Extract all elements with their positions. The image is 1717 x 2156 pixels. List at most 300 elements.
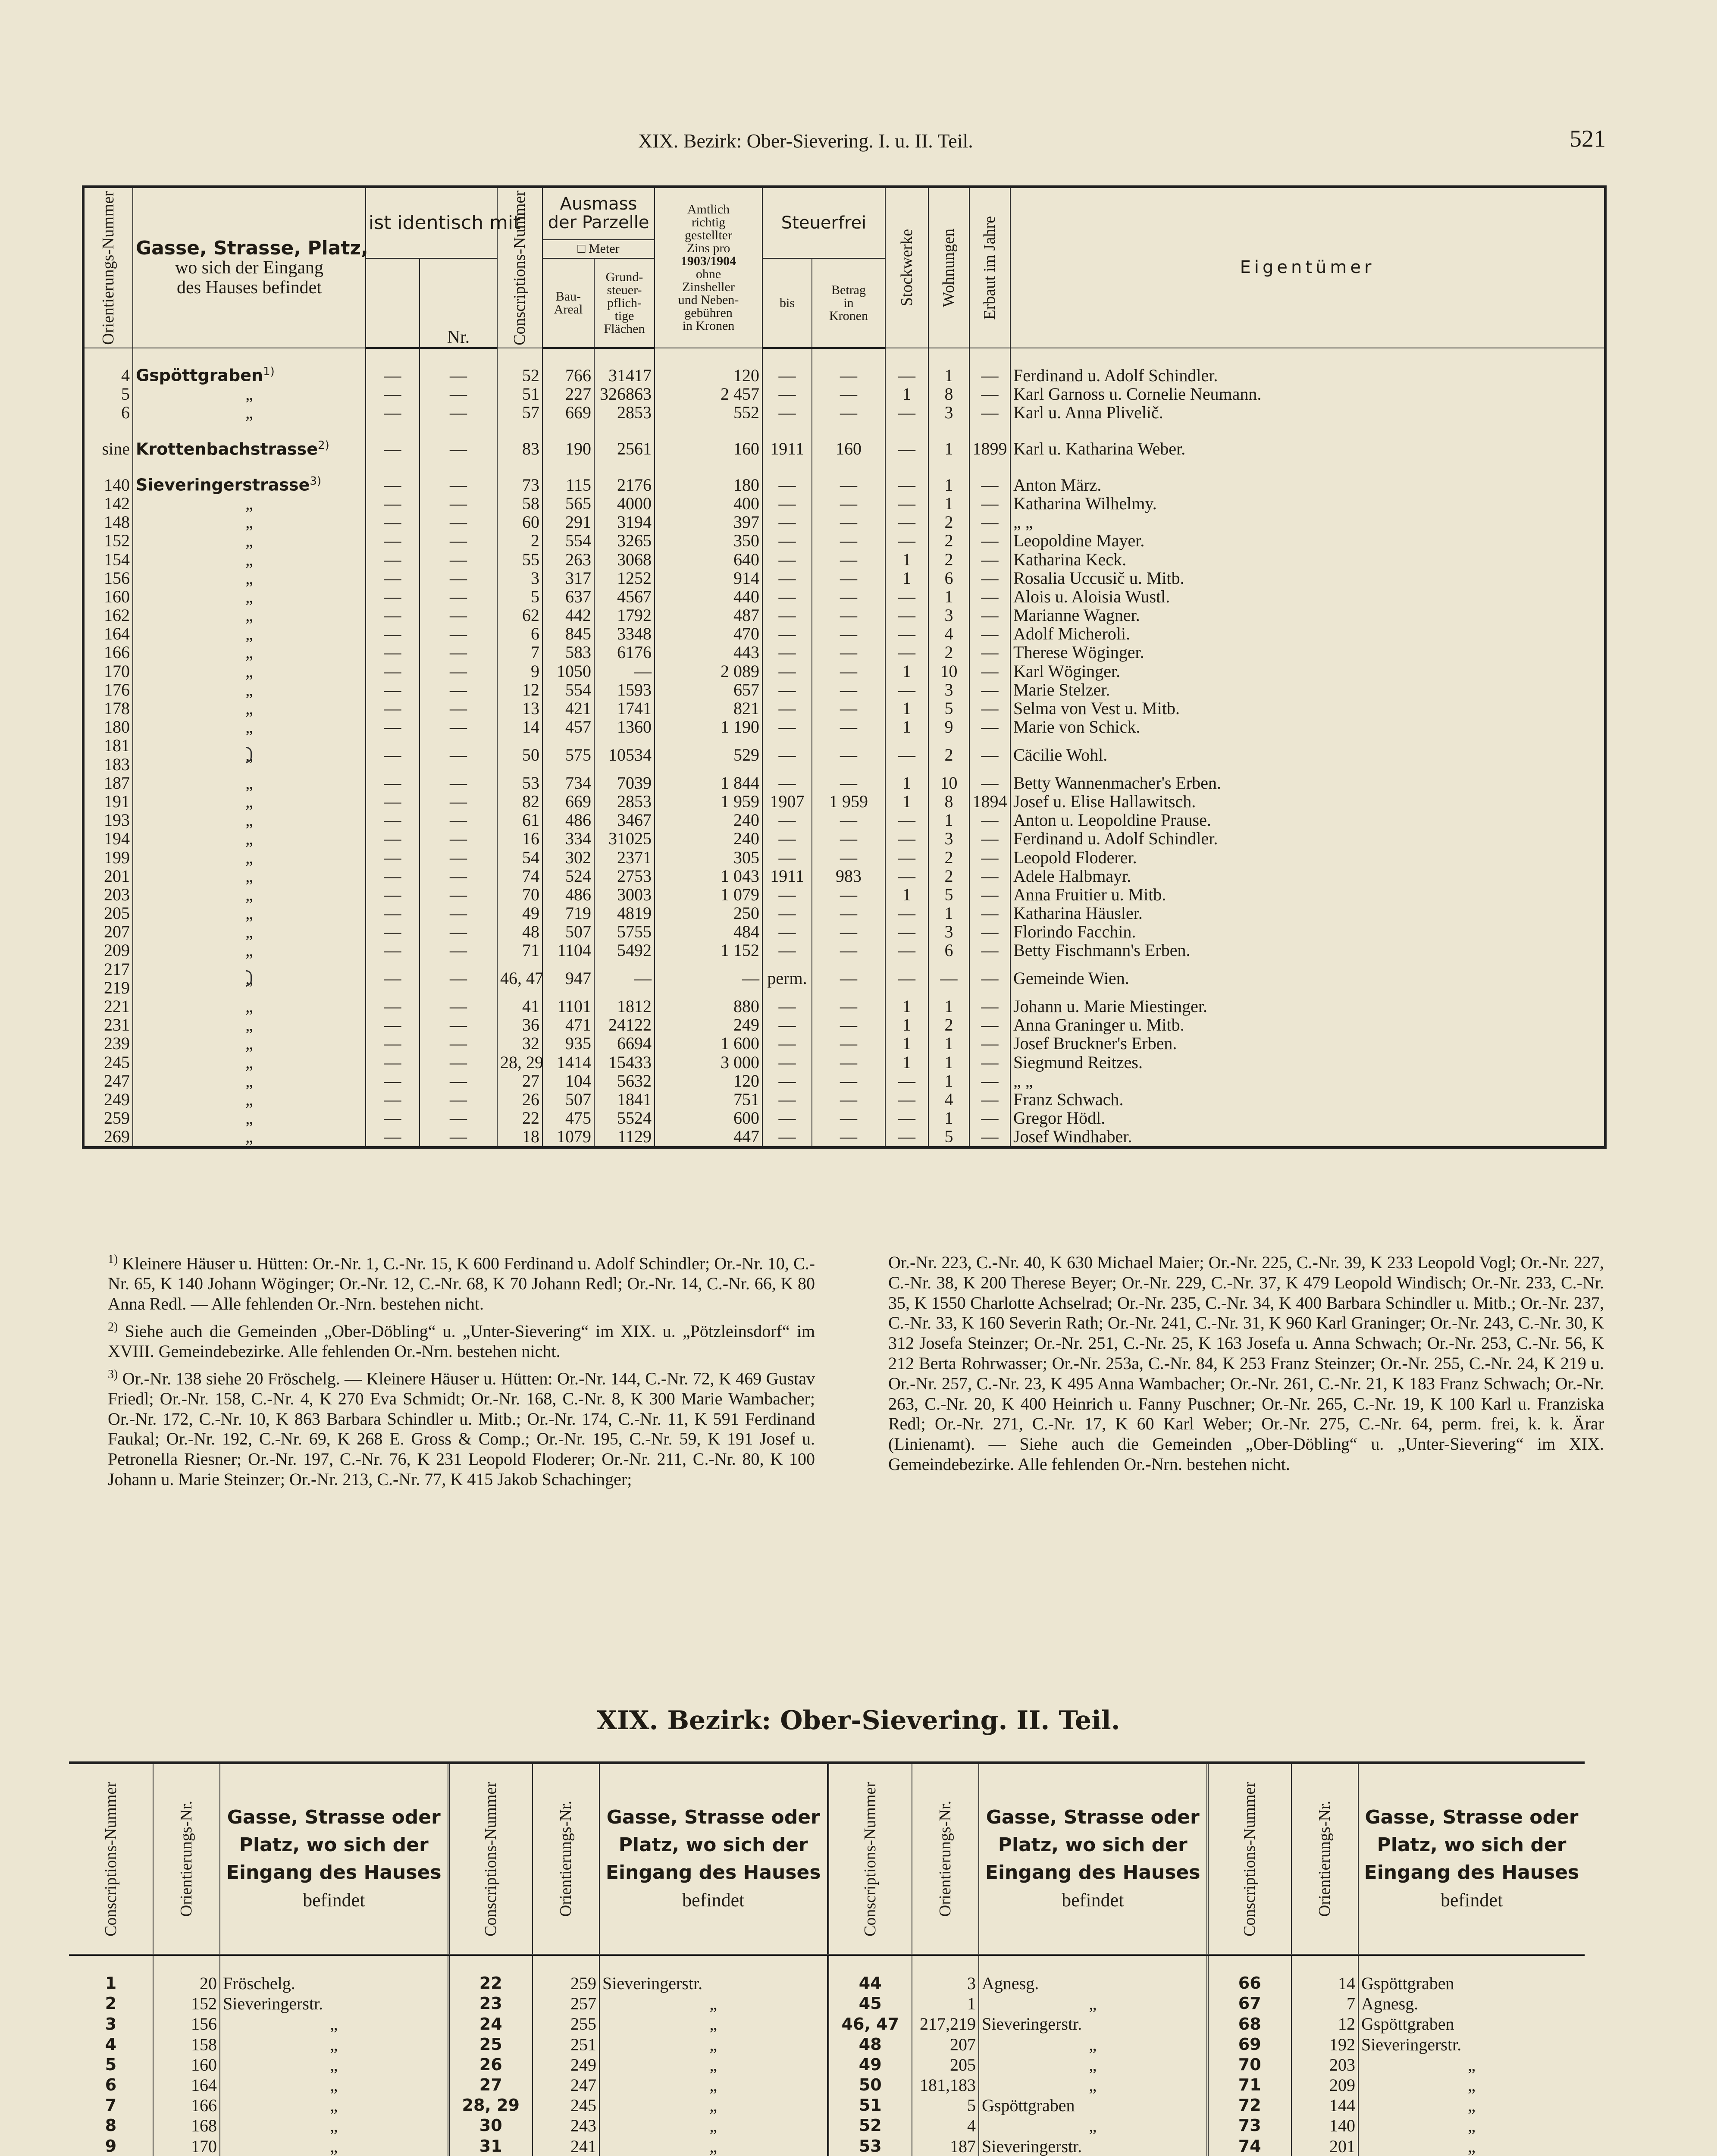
header-orient: Orientierungs-Nr.	[1291, 1763, 1358, 1955]
erbaut: —	[969, 550, 1010, 569]
footnote-3-continued: Or.-Nr. 223, C.-Nr. 40, K 630 Michael Maier; Or.-Nr. 225, C.-Nr. 39, K 233 Leopold Vogl; Or.-Nr. 227, C.-Nr. 38, K 200 Therese Beyer; Or.-Nr. 229, C.-Nr. 37, K 479 Leopold Windisch; Or.-Nr. 233, C.-Nr. 35, K 1550 Charlotte Achselrad; Or.-Nr. 235, C.-Nr. 34, K 400 Barbara Schindler u. Mitb.; Or.-Nr. 237, C.-Nr. 33, K 160 Severin Rath; Or.-Nr. 241, C.-Nr. 31, K 960 Karl Graninger; Or.-Nr. 243, C.-Nr. 30, K 312 Josefa Steinzer; Or.-Nr. 251, C.-Nr. 25, K 163 Josefa u. Anna Schwach; Or.-Nr. 253, C.-Nr. 56, K 212 Berta Rohrwasser; Or.-Nr. 253a, C.-Nr. 84, K 253 Franz Steinzer; Or.-Nr. 255, C.-Nr. 24, K 219 u. Or.-Nr. 257, C.-Nr. 23, K 495 Anna Wambacher; Or.-Nr. 261, C.-Nr. 21, K 183 Franz Schwach; Or.-Nr. 263, C.-Nr. 20, K 400 Heinrich u. Fanny Puschner; Or.-Nr. 265, C.-Nr. 19, K 100 Karl u. Franziska Redl; Or.-Nr. 271, C.-Nr. 17, K 60 Karl Weber; Or.-Nr. 275, C.-Nr. 64, perm. frei, k. k. Ärar (Linienamt). — Siehe auch die Gemeinden „Ober-Döbling“ u. „Unter-Sievering“ im XIX. Gemeindebezirke. Alle fehlenden Or.-Nrn. bestehen nicht.	[888, 1253, 1604, 1474]
wohnungen: 1	[928, 811, 969, 829]
steuerfrei-betrag: —	[812, 662, 885, 680]
stockwerke: 1	[885, 997, 928, 1015]
orient-nr: 217 219	[83, 960, 133, 997]
ident-nr: —	[420, 885, 497, 904]
eigentuemer: Franz Schwach.	[1010, 1090, 1605, 1109]
zins: 1 600	[655, 1034, 762, 1053]
erbaut: —	[969, 848, 1010, 867]
steuerfrei-bis: —	[762, 494, 812, 513]
steuerfrei-betrag: —	[812, 550, 885, 569]
grund-flaeche: 1360	[594, 718, 655, 736]
street-name: „	[133, 531, 366, 550]
running-title: XIX. Bezirk: Ober-Sievering. I. u. II. Teil.	[638, 130, 973, 152]
steuerfrei-bis: —	[762, 922, 812, 941]
erbaut: 1899	[969, 422, 1010, 458]
conscription-nr: 44	[828, 1955, 912, 1994]
register-row	[83, 1127, 1605, 1147]
footnotes-right	[888, 1253, 1604, 1481]
orient-nr: 247	[83, 1072, 133, 1090]
register-row	[83, 569, 1605, 587]
eigentuemer: Anton März.	[1010, 458, 1605, 494]
steuerfrei-bis: —	[762, 718, 812, 736]
orient-nr: 1	[912, 1993, 979, 2014]
orient-nr: 257	[533, 1993, 599, 2014]
grund-flaeche: 1792	[594, 606, 655, 624]
orient-nr: 142	[83, 494, 133, 513]
grund-flaeche: 4000	[594, 494, 655, 513]
zins: 3 000	[655, 1053, 762, 1072]
conscription-nr: 13	[497, 699, 542, 718]
register-row	[83, 997, 1605, 1015]
steuerfrei-betrag: —	[812, 494, 885, 513]
ident-nr: —	[420, 997, 497, 1015]
orient-nr: 144	[1291, 2095, 1358, 2115]
zins: 470	[655, 624, 762, 643]
zins: 1 079	[655, 885, 762, 904]
steuerfrei-bis: 1911	[762, 867, 812, 885]
bauareal: 442	[542, 606, 594, 624]
eigentuemer: Marie Stelzer.	[1010, 680, 1605, 699]
bauareal: 421	[542, 699, 594, 718]
register-row	[83, 736, 1605, 773]
zins: 250	[655, 904, 762, 922]
street-name: „	[220, 2075, 448, 2095]
eigentuemer: Rosalia Uccusič u. Mitb.	[1010, 569, 1605, 587]
erbaut: —	[969, 736, 1010, 773]
register-row	[83, 941, 1605, 959]
eigentuemer: Alois u. Aloisia Wustl.	[1010, 587, 1605, 606]
conscription-nr: 69	[1207, 2034, 1291, 2055]
steuerfrei-betrag: —	[812, 941, 885, 959]
index-row	[69, 2034, 1585, 2055]
eigentuemer: Betty Wannenmacher's Erben.	[1010, 774, 1605, 792]
grund-flaeche: 31417	[594, 348, 655, 385]
orient-nr: 245	[83, 1053, 133, 1072]
zins: 487	[655, 606, 762, 624]
ident-nr: —	[420, 829, 497, 848]
zins: 1 959	[655, 792, 762, 811]
eigentuemer: Karl u. Katharina Weber.	[1010, 422, 1605, 458]
zins: 120	[655, 348, 762, 385]
wohnungen: 8	[928, 385, 969, 403]
steuerfrei-betrag: —	[812, 348, 885, 385]
wohnungen: 5	[928, 885, 969, 904]
wohnungen: 10	[928, 662, 969, 680]
street-name: „	[133, 494, 366, 513]
orient-nr: 245	[533, 2095, 599, 2115]
index-row	[69, 1993, 1585, 2014]
street-name: „	[599, 2034, 828, 2055]
register-row	[83, 680, 1605, 699]
ident-nr: —	[420, 643, 497, 661]
ident-nr: —	[420, 848, 497, 867]
zins: 240	[655, 829, 762, 848]
orient-nr: 170	[153, 2136, 220, 2156]
wohnungen: 1	[928, 1072, 969, 1090]
steuerfrei-bis: 1907	[762, 792, 812, 811]
stockwerke: —	[885, 904, 928, 922]
wohnungen: 1	[928, 348, 969, 385]
register-row	[83, 811, 1605, 829]
street-name: Gspöttgraben$^{1)}$	[133, 348, 366, 385]
grund-flaeche: 3348	[594, 624, 655, 643]
orient-nr: 156	[153, 2014, 220, 2034]
bauareal: 669	[542, 403, 594, 422]
conscription-nr: 48	[828, 2034, 912, 2055]
eigentuemer: Selma von Vest u. Mitb.	[1010, 699, 1605, 718]
steuerfrei-betrag: —	[812, 736, 885, 773]
street-name: „	[599, 1993, 828, 2014]
zins: 447	[655, 1127, 762, 1147]
grund-flaeche: —	[594, 662, 655, 680]
conscription-nr: 74	[1207, 2136, 1291, 2156]
stockwerke: —	[885, 643, 928, 661]
orient-nr: 170	[83, 662, 133, 680]
wohnungen: 2	[928, 513, 969, 531]
orient-nr: 12	[1291, 2014, 1358, 2034]
grund-flaeche: 1841	[594, 1090, 655, 1109]
register-row	[83, 922, 1605, 941]
orient-nr: 203	[1291, 2055, 1358, 2075]
orient-nr: 176	[83, 680, 133, 699]
orient-nr: 193	[83, 811, 133, 829]
grund-flaeche: 3265	[594, 531, 655, 550]
ident-street: —	[366, 643, 420, 661]
bauareal: 263	[542, 550, 594, 569]
ident-street: —	[366, 550, 420, 569]
street-name: Gspöttgraben	[1358, 1955, 1585, 1994]
street-name: „	[599, 2095, 828, 2115]
conscription-nr: 4	[105, 2034, 117, 2054]
header-bis: bis	[762, 258, 812, 348]
ident-street: —	[366, 960, 420, 997]
orient-nr: 241	[533, 2136, 599, 2156]
ident-nr: —	[420, 792, 497, 811]
ident-nr: —	[420, 531, 497, 550]
stockwerke: 1	[885, 792, 928, 811]
conscription-nr: 16	[497, 829, 542, 848]
street-name: „	[220, 2055, 448, 2075]
zins: 751	[655, 1090, 762, 1109]
erbaut: —	[969, 385, 1010, 403]
conscription-nr: 71	[497, 941, 542, 959]
ident-street: —	[366, 829, 420, 848]
orient-nr: 5	[83, 385, 133, 403]
steuerfrei-bis: perm.	[762, 960, 812, 997]
conscription-nr: 61	[497, 811, 542, 829]
steuerfrei-betrag: —	[812, 643, 885, 661]
orient-nr: 181 183	[83, 736, 133, 773]
ident-nr: —	[420, 904, 497, 922]
steuerfrei-bis: —	[762, 699, 812, 718]
ident-nr: —	[420, 1015, 497, 1034]
zins: 249	[655, 1015, 762, 1034]
conscription-nr: 36	[497, 1015, 542, 1034]
erbaut: —	[969, 960, 1010, 997]
bauareal: 507	[542, 922, 594, 941]
street-name: „	[133, 1034, 366, 1053]
eigentuemer: Cäcilie Wohl.	[1010, 736, 1605, 773]
orient-nr: 4	[912, 2115, 979, 2136]
conscription-nr: 3	[497, 569, 542, 587]
ident-street: —	[366, 718, 420, 736]
header-bauareal: Bau- Areal	[542, 258, 594, 348]
eigentuemer: Siegmund Reitzes.	[1010, 1053, 1605, 1072]
wohnungen: 6	[928, 569, 969, 587]
index-row	[69, 2095, 1585, 2115]
erbaut: —	[969, 662, 1010, 680]
eigentuemer: Florindo Facchin.	[1010, 922, 1605, 941]
grund-flaeche: 1129	[594, 1127, 655, 1147]
grund-flaeche: 2753	[594, 867, 655, 885]
zins: 821	[655, 699, 762, 718]
index-row	[69, 2055, 1585, 2075]
ident-street: —	[366, 1090, 420, 1109]
zins: 1 043	[655, 867, 762, 885]
bauareal: 637	[542, 587, 594, 606]
ident-street: —	[366, 922, 420, 941]
header-gasse: Gasse, Strasse, Platz, wo sich der Eingang des Hauses befindet	[133, 187, 366, 348]
erbaut: —	[969, 458, 1010, 494]
orient-nr: 194	[83, 829, 133, 848]
zins: 914	[655, 569, 762, 587]
orient-nr: 207	[83, 922, 133, 941]
ident-nr: —	[420, 606, 497, 624]
ident-nr: —	[420, 385, 497, 403]
street-name: „	[133, 904, 366, 922]
street-name: „	[133, 699, 366, 718]
orient-nr: 191	[83, 792, 133, 811]
header-orient: Orientierungs-Nr.	[533, 1763, 599, 1955]
bauareal: 669	[542, 792, 594, 811]
ident-street: —	[366, 513, 420, 531]
bauareal: 719	[542, 904, 594, 922]
conscription-nr: 22	[497, 1109, 542, 1127]
eigentuemer: Betty Fischmann's Erben.	[1010, 941, 1605, 959]
stockwerke: 1	[885, 1053, 928, 1072]
orient-nr: 201	[1291, 2136, 1358, 2156]
bauareal: 457	[542, 718, 594, 736]
register-row	[83, 385, 1605, 403]
grund-flaeche: 2371	[594, 848, 655, 867]
orient-nr: 231	[83, 1015, 133, 1034]
stockwerke: —	[885, 403, 928, 422]
street-name: „	[133, 403, 366, 422]
register-row	[83, 550, 1605, 569]
conscription-nr: 83	[497, 422, 542, 458]
grund-flaeche: 6694	[594, 1034, 655, 1053]
conscription-nr: 8	[105, 2116, 117, 2135]
steuerfrei-bis: —	[762, 531, 812, 550]
steuerfrei-betrag: —	[812, 587, 885, 606]
register-row	[83, 867, 1605, 885]
stockwerke: —	[885, 458, 928, 494]
ident-street: —	[366, 1109, 420, 1127]
orient-nr: 192	[1291, 2034, 1358, 2055]
bauareal: 1414	[542, 1053, 594, 1072]
erbaut: —	[969, 1015, 1010, 1034]
erbaut: —	[969, 680, 1010, 699]
erbaut: —	[969, 494, 1010, 513]
ident-nr: —	[420, 1072, 497, 1090]
ident-nr: —	[420, 458, 497, 494]
bauareal: 115	[542, 458, 594, 494]
steuerfrei-bis: —	[762, 829, 812, 848]
orient-nr: 20	[153, 1955, 220, 1994]
zins: 657	[655, 680, 762, 699]
conscription-nr: 22	[448, 1955, 533, 1994]
erbaut: —	[969, 1034, 1010, 1053]
header-zins: Amtlich richtig gestellter Zins pro 1903/1904 ohne Zinsheller und Neben- gebühren in Kronen	[655, 187, 762, 348]
header-conscr: Conscriptions-Nummer	[448, 1763, 533, 1955]
street-name: „	[133, 513, 366, 531]
ident-street: —	[366, 904, 420, 922]
conscription-nr: 55	[497, 550, 542, 569]
steuerfrei-bis: —	[762, 997, 812, 1015]
steuerfrei-bis: —	[762, 885, 812, 904]
ident-street: —	[366, 1127, 420, 1147]
conscription-nr: 6	[105, 2075, 117, 2095]
grund-flaeche: 5755	[594, 922, 655, 941]
street-name: Gspöttgraben	[979, 2095, 1207, 2115]
wohnungen: 1	[928, 494, 969, 513]
wohnungen: 1	[928, 422, 969, 458]
wohnungen: 2	[928, 736, 969, 773]
zins: 305	[655, 848, 762, 867]
conscription-nr: 70	[1207, 2055, 1291, 2075]
ident-street: —	[366, 774, 420, 792]
steuerfrei-betrag: —	[812, 885, 885, 904]
stockwerke: —	[885, 960, 928, 997]
stockwerke: 1	[885, 1034, 928, 1053]
ident-street: —	[366, 867, 420, 885]
register-row	[83, 1053, 1605, 1072]
zins: 1 152	[655, 941, 762, 959]
street-name: „	[1358, 2115, 1585, 2136]
conscription-nr: 49	[828, 2055, 912, 2075]
stockwerke: 1	[885, 550, 928, 569]
ident-street: —	[366, 458, 420, 494]
ident-street: —	[366, 531, 420, 550]
ident-street: —	[366, 587, 420, 606]
register-row	[83, 422, 1605, 458]
stockwerke: —	[885, 1072, 928, 1090]
erbaut: —	[969, 829, 1010, 848]
street-name: Krottenbachstrasse$^{2)}$	[133, 422, 366, 458]
register-row	[83, 848, 1605, 867]
steuerfrei-betrag: —	[812, 811, 885, 829]
ident-nr: —	[420, 494, 497, 513]
conscription-nr: 53	[497, 774, 542, 792]
orient-nr: 6	[83, 403, 133, 422]
steuerfrei-bis: —	[762, 624, 812, 643]
street-name: „	[133, 680, 366, 699]
bauareal: 334	[542, 829, 594, 848]
bauareal: 507	[542, 1090, 594, 1109]
eigentuemer: Katharina Keck.	[1010, 550, 1605, 569]
header-grund: Grund- steuer- pflich- tige Flächen	[594, 258, 655, 348]
grund-flaeche: 5524	[594, 1109, 655, 1127]
conscription-nr: 27	[448, 2075, 533, 2095]
street-name: Agnesg.	[979, 1955, 1207, 1994]
zins: 1 190	[655, 718, 762, 736]
erbaut: —	[969, 1072, 1010, 1090]
steuerfrei-betrag: —	[812, 997, 885, 1015]
register-row	[83, 494, 1605, 513]
orient-nr: 166	[83, 643, 133, 661]
conscription-nr: 74	[497, 867, 542, 885]
street-name: „	[133, 829, 366, 848]
grund-flaeche: 4567	[594, 587, 655, 606]
zins: 400	[655, 494, 762, 513]
conscription-index-table	[69, 1761, 1585, 2156]
steuerfrei-betrag: —	[812, 1034, 885, 1053]
conscription-nr: 18	[497, 1127, 542, 1147]
steuerfrei-betrag: 1 959	[812, 792, 885, 811]
wohnungen: 4	[928, 1090, 969, 1109]
street-name: „	[1358, 2075, 1585, 2095]
bauareal: 486	[542, 811, 594, 829]
ident-street: —	[366, 624, 420, 643]
register-row	[83, 587, 1605, 606]
grund-flaeche: 326863	[594, 385, 655, 403]
street-name: „	[133, 1072, 366, 1090]
grund-flaeche: 3068	[594, 550, 655, 569]
wohnungen: 10	[928, 774, 969, 792]
ident-street: —	[366, 348, 420, 385]
conscription-nr: 50	[497, 736, 542, 773]
bauareal: 845	[542, 624, 594, 643]
orient-nr: 178	[83, 699, 133, 718]
header-row-1	[83, 187, 1605, 240]
wohnungen: 2	[928, 867, 969, 885]
orient-nr: 251	[533, 2034, 599, 2055]
bauareal: 583	[542, 643, 594, 661]
conscription-nr: 52	[828, 2115, 912, 2136]
grund-flaeche: 1741	[594, 699, 655, 718]
steuerfrei-betrag: —	[812, 1015, 885, 1034]
orient-nr: 148	[83, 513, 133, 531]
steuerfrei-betrag: —	[812, 904, 885, 922]
bauareal: 1050	[542, 662, 594, 680]
street-name: Sieveringerstr.	[1358, 2034, 1585, 2055]
bauareal: 291	[542, 513, 594, 531]
index-row	[69, 2014, 1585, 2034]
wohnungen: 3	[928, 606, 969, 624]
grund-flaeche: 1252	[594, 569, 655, 587]
conscription-nr: 54	[497, 848, 542, 867]
ident-street: —	[366, 494, 420, 513]
steuerfrei-betrag: —	[812, 774, 885, 792]
header-ident-blank	[366, 258, 420, 348]
steuerfrei-bis: —	[762, 569, 812, 587]
zins: 529	[655, 736, 762, 773]
steuerfrei-bis: —	[762, 606, 812, 624]
eigentuemer: „ „	[1010, 1072, 1605, 1090]
eigentuemer: „ „	[1010, 513, 1605, 531]
conscription-nr: 14	[497, 718, 542, 736]
street-name: „	[599, 2075, 828, 2095]
stockwerke: —	[885, 829, 928, 848]
stockwerke: —	[885, 513, 928, 531]
ident-nr: —	[420, 1109, 497, 1127]
ident-nr: —	[420, 1127, 497, 1147]
steuerfrei-bis: —	[762, 941, 812, 959]
street-name: „	[599, 2115, 828, 2136]
wohnungen: 2	[928, 531, 969, 550]
